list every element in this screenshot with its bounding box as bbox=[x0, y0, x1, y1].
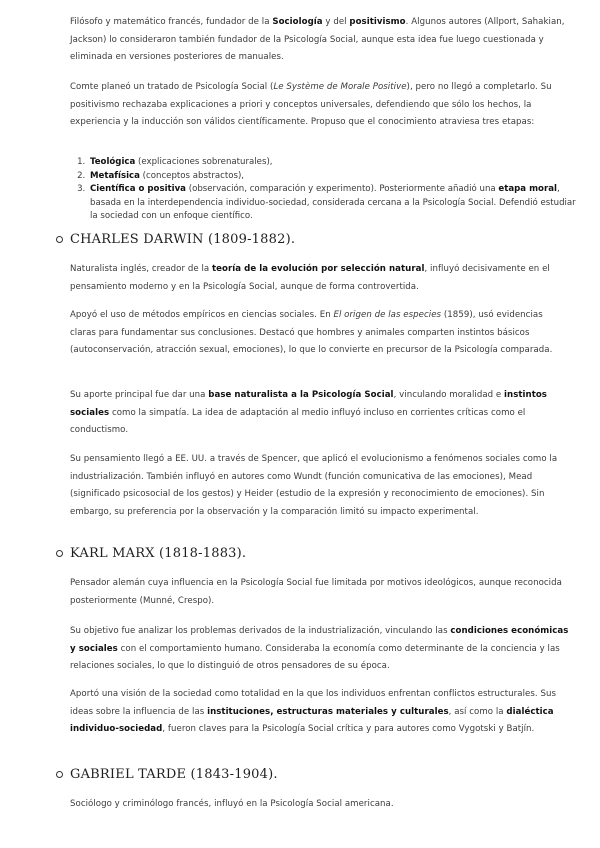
text-run: Naturalista inglés, creador de la bbox=[70, 264, 212, 274]
circle-bullet-icon bbox=[56, 771, 63, 778]
stage-item-teologica bbox=[88, 156, 578, 170]
heading-tarde-text: GABRIEL TARDE (1843-1904). bbox=[70, 766, 278, 782]
tarde-paragraph-1 bbox=[70, 796, 570, 814]
darwin-paragraph-2 bbox=[70, 307, 570, 360]
text-run: (conceptos abstractos), bbox=[139, 170, 245, 181]
text-run: (explicaciones sobrenaturales), bbox=[135, 157, 273, 167]
bold-text: base naturalista a la Psicología Social bbox=[208, 390, 394, 400]
text-run: Comte planeó un tratado de Psicología Social ( bbox=[70, 82, 274, 92]
text-run: (1859), usó evidencias claras para fundamentar sus conclusiones. Destacó que hombres y animales comparten instintos básicos (autoconservación, atracción sexual, emociones), lo que lo convierte en precursor de la Psicología comparada. bbox=[70, 310, 553, 355]
text-run: Pensador alemán cuya influencia en la Psicología Social fue limitada por motivos ideológicos, aunque reconocida posteriormente (Munné, Crespo). bbox=[70, 578, 562, 606]
comte-stages-list bbox=[70, 156, 578, 224]
text-run: , basada en la interdependencia individuo-sociedad, considerada cercana a la Psicología Social. Defendió estudiar la sociedad con un enfoque científico. bbox=[90, 184, 576, 221]
comte-paragraph-1 bbox=[70, 14, 570, 67]
darwin-paragraph-1 bbox=[70, 261, 570, 296]
heading-marx-text: KARL MARX (1818-1883). bbox=[70, 545, 247, 561]
bold-text: positivismo bbox=[349, 17, 406, 27]
marx-paragraph-1 bbox=[70, 575, 570, 610]
marx-paragraph-3 bbox=[70, 686, 570, 739]
marx-paragraph-2 bbox=[70, 623, 570, 676]
text-run: , influyó decisivamente en el pensamiento moderno y en la Psicología Social, aunque de forma controvertida. bbox=[70, 264, 550, 292]
text-run: , fueron claves para la Psicología Social crítica y para autores como Vygotski y Batjín. bbox=[162, 724, 535, 734]
circle-bullet-icon bbox=[56, 550, 63, 557]
bold-text: Metafísica bbox=[90, 170, 140, 181]
bold-text: dialéctica individuo-sociedad bbox=[70, 706, 554, 734]
italic-text: El origen de las especies bbox=[333, 310, 442, 320]
stage-item-metafisica bbox=[88, 170, 578, 184]
text-run: y del bbox=[322, 17, 350, 27]
text-run: Aportó una visión de la sociedad como totalidad en la que los individuos enfrentan conflictos estructurales. Sus ideas sobre la influencia de las bbox=[70, 689, 556, 717]
text-run: Filósofo y matemático francés, fundador de la bbox=[70, 17, 273, 27]
darwin-paragraph-3 bbox=[70, 387, 570, 440]
section-heading-darwin bbox=[56, 229, 295, 249]
text-run: Su objetivo fue analizar los problemas derivados de la industrialización, vinculando las bbox=[70, 626, 451, 636]
text-run: como la simpatía. La idea de adaptación al medio influyó incluso en corrientes críticas como el conductismo. bbox=[70, 407, 526, 435]
bold-text: etapa moral bbox=[498, 184, 557, 194]
italic-text: Le Système de Morale Positive bbox=[273, 82, 407, 92]
bold-text: condiciones económicas y sociales bbox=[70, 626, 569, 654]
bold-text: teoría de la evolución por selección natural bbox=[212, 264, 425, 274]
circle-bullet-icon bbox=[56, 236, 63, 243]
heading-darwin-text: CHARLES DARWIN (1809-1882). bbox=[70, 231, 296, 247]
text-run: Su aporte principal fue dar una bbox=[70, 390, 209, 400]
bold-text: Científica o positiva bbox=[90, 184, 186, 194]
text-run: Sociólogo y criminólogo francés, influyó en la Psicología Social americana. bbox=[70, 799, 394, 809]
text-run: , vinculando moralidad e bbox=[393, 390, 505, 400]
bold-text: Teológica bbox=[90, 157, 136, 167]
stage-item-cientifica bbox=[88, 183, 578, 224]
text-run: Apoyó el uso de métodos empíricos en ciencias sociales. En bbox=[70, 310, 334, 320]
bold-text: instintos sociales bbox=[70, 390, 547, 418]
text-run: (observación, comparación y experimento). Posteriormente añadió una bbox=[185, 184, 499, 194]
darwin-paragraph-4 bbox=[70, 451, 570, 521]
text-run: Su pensamiento llegó a EE. UU. a través de Spencer, que aplicó el evolucionismo a fenómenos sociales como la industrialización. También influyó en autores como Wundt (función comunicativa de las emociones), Mead (significado psicosocial de los gestos) y Heider (estudio de la expresión y reconocimiento de emociones). Sin embargo, su preferencia por la observación y la comparación limitó su impacto experimental. bbox=[70, 454, 558, 517]
text-run: ), pero no llegó a completarlo. Su positivismo rechazaba explicaciones a priori y conceptos universales, defendiendo que sólo los hechos, la experiencia y la inducción son válidos científicamente. Propuso que el conocimiento atraviesa tres etapas: bbox=[70, 82, 552, 127]
comte-paragraph-2 bbox=[70, 79, 570, 132]
bold-text: instituciones, estructuras materiales y culturales bbox=[207, 706, 449, 717]
bold-text: Sociología bbox=[272, 17, 323, 27]
text-run: con el comportamiento humano. Consideraba la economía como determinante de la conciencia y las relaciones sociales, lo que lo distinguió de otros pensadores de su época. bbox=[70, 643, 560, 671]
text-run: . Algunos autores (Allport, Sahakian, Jackson) lo consideraron también fundador de la Psicología Social, aunque esta idea fue luego cuestionada y eliminada en versiones posteriores de manuales. bbox=[70, 17, 565, 62]
section-heading-marx bbox=[56, 543, 246, 563]
text-run: , así como la bbox=[448, 706, 507, 717]
section-heading-tarde bbox=[56, 764, 278, 784]
